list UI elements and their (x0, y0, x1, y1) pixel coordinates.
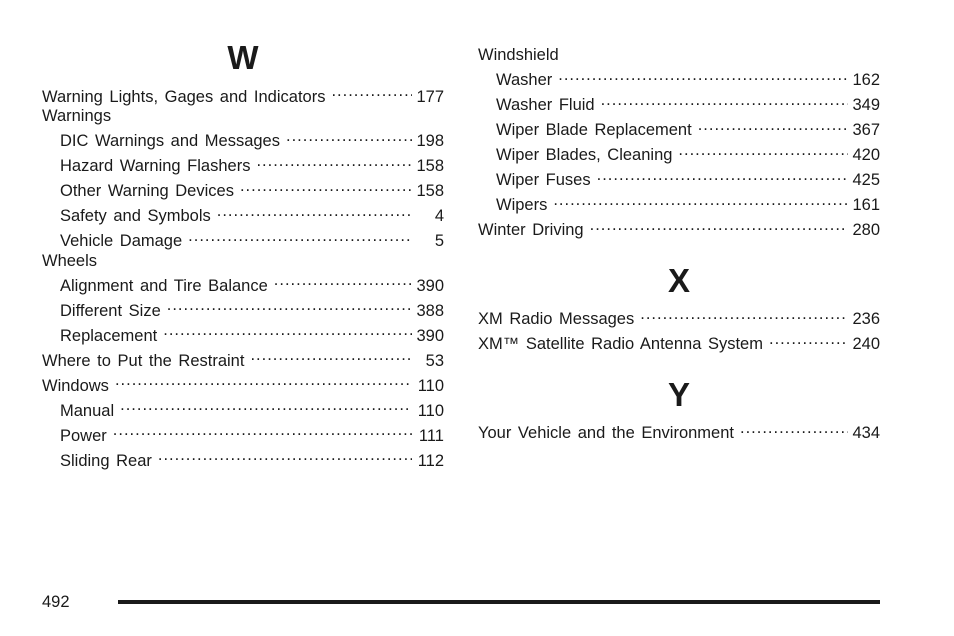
index-entry (42, 346, 444, 371)
entry-page: 390 (416, 276, 444, 295)
index-entry (42, 371, 444, 396)
index-entry (478, 116, 880, 141)
index-entry (478, 141, 880, 166)
dot-leader (286, 127, 412, 147)
entry-label: Wiper Blade Replacement (496, 121, 692, 139)
index-heading: Wheels (42, 251, 98, 270)
dot-leader (769, 330, 848, 350)
index-heading-windshield: Windshield (478, 46, 559, 64)
index-entry (478, 166, 880, 191)
index-entry (42, 202, 444, 227)
index-entry (478, 419, 880, 444)
index-entry (42, 396, 444, 421)
dot-leader (274, 271, 412, 291)
dot-leader (597, 166, 848, 186)
index-entry (42, 177, 444, 202)
index-list-windshield (478, 66, 880, 216)
entry-page: 280 (852, 221, 880, 239)
entry-page: 367 (852, 121, 880, 139)
index-entry (478, 66, 880, 91)
dot-leader (158, 446, 412, 466)
dot-leader (250, 346, 412, 366)
entry-label: Replacement (60, 326, 158, 345)
dot-leader (590, 216, 848, 236)
entry-page: 158 (416, 182, 444, 200)
dot-leader (240, 177, 412, 197)
entry-label: Wipers (496, 196, 548, 214)
right-column (478, 46, 880, 444)
index-entry (478, 305, 880, 330)
entry-label: Wiper Blades, Cleaning (496, 146, 673, 164)
entry-page: 198 (416, 132, 444, 150)
dot-leader (163, 321, 412, 341)
dot-leader (217, 202, 412, 222)
dot-leader (553, 191, 848, 211)
entry-label: Washer Fluid (496, 96, 595, 114)
left-column (42, 40, 444, 471)
entry-label: Vehicle Damage (60, 232, 183, 250)
entry-page: 162 (852, 71, 880, 89)
dot-leader (120, 396, 412, 416)
entry-label: Other Warning Devices (60, 182, 234, 200)
dot-leader (188, 227, 412, 247)
entry-page: 388 (416, 301, 444, 320)
entry-label: Sliding Rear (60, 451, 152, 470)
dot-leader (698, 116, 848, 136)
entry-label: Winter Driving (478, 221, 584, 239)
entry-page: 110 (417, 401, 444, 420)
section-letter-y: Y (667, 375, 690, 413)
entry-page: 236 (852, 310, 880, 328)
entry-page: 5 (434, 232, 444, 250)
dot-leader (256, 152, 412, 172)
entry-label: Different Size (60, 301, 161, 320)
entry-label: Windows (42, 376, 109, 395)
entry-page: 349 (852, 96, 880, 114)
entry-page: 434 (852, 424, 880, 442)
entry-label: DIC Warnings and Messages (60, 132, 280, 150)
entry-page: 420 (852, 146, 880, 164)
entry-page: 158 (416, 157, 444, 175)
index-entry (42, 271, 444, 296)
section-letter-x: X (667, 261, 690, 299)
index-entry (42, 227, 444, 252)
page-number: 492 (42, 593, 70, 611)
index-entry (478, 191, 880, 216)
entry-label: Power (60, 426, 107, 445)
entry-label: XM Radio Messages (478, 310, 635, 328)
index-entry (42, 152, 444, 177)
index-list-w (42, 82, 444, 471)
entry-label: XM™ Satellite Radio Antenna System (478, 335, 763, 353)
entry-label: Warning Lights, Gages and Indicators (42, 87, 326, 106)
entry-label: Manual (60, 401, 115, 420)
dot-leader (331, 82, 412, 102)
entry-page: 390 (416, 326, 444, 345)
entry-label: Safety and Symbols (60, 207, 211, 225)
index-entry (42, 421, 444, 446)
entry-page: 161 (852, 196, 880, 214)
entry-page: 425 (852, 171, 880, 189)
entry-page: 110 (417, 376, 444, 395)
entry-label: Your Vehicle and the Environment (478, 424, 734, 442)
index-entry (42, 127, 444, 152)
dot-leader (167, 296, 412, 316)
entry-page: 4 (434, 207, 444, 225)
dot-leader (113, 421, 412, 441)
index-entry (42, 321, 444, 346)
entry-page: 112 (417, 451, 444, 470)
index-entry (478, 91, 880, 116)
index-entry (42, 82, 444, 107)
index-list-y (478, 419, 880, 444)
dot-leader (640, 305, 848, 325)
index-heading: Warnings (42, 107, 112, 125)
index-list-x (478, 305, 880, 355)
section-letter-w: W (227, 39, 259, 76)
index-entry (42, 296, 444, 321)
dot-leader (115, 371, 412, 391)
dot-leader (558, 66, 848, 86)
dot-leader (678, 141, 848, 161)
entry-label: Hazard Warning Flashers (60, 157, 251, 175)
entry-page: 177 (416, 87, 444, 106)
index-entry (478, 216, 880, 241)
entry-label: Wiper Fuses (496, 171, 591, 189)
dot-leader (740, 419, 848, 439)
index-entry (478, 330, 880, 355)
entry-label: Where to Put the Restraint (42, 351, 245, 370)
entry-page: 111 (418, 426, 444, 445)
entry-page: 240 (852, 335, 880, 353)
entry-page: 53 (425, 351, 444, 370)
footer-rule (118, 600, 880, 604)
entry-label: Alignment and Tire Balance (60, 276, 268, 295)
entry-label: Washer (496, 71, 553, 89)
index-entry (42, 446, 444, 471)
dot-leader (601, 91, 848, 111)
